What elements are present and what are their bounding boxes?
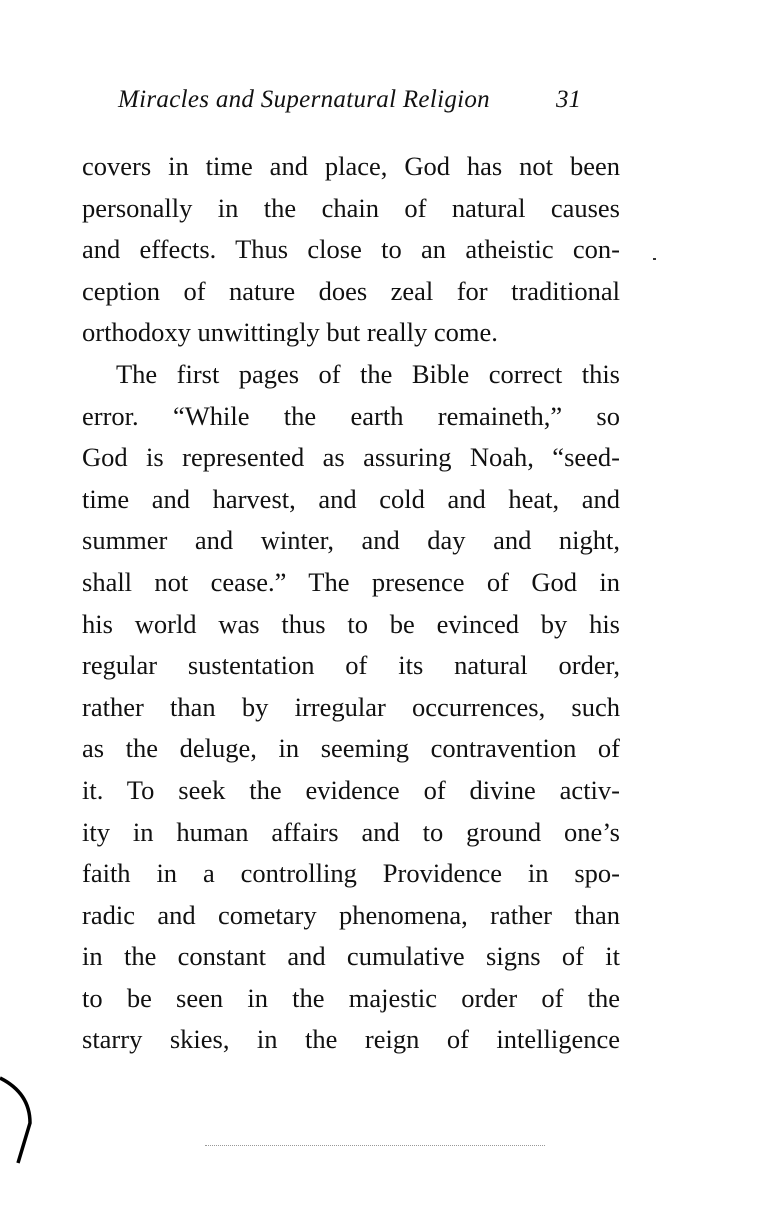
text-line: starry skies, in the reign of intelligence	[82, 1024, 620, 1055]
running-header: Miracles and Supernatural Religion	[118, 86, 490, 113]
scan-dots	[205, 1145, 545, 1146]
text-line: radic and cometary phenomena, rather than	[82, 899, 620, 930]
text-line: in the constant and cumulative signs of it	[82, 941, 620, 972]
page-body-text	[82, 146, 620, 1061]
text-line: covers in time and place, God has not been	[82, 151, 620, 181]
text-line: error. “While the earth remaineth,” so	[82, 400, 620, 431]
text-line: regular sustentation of its natural order,	[82, 650, 620, 681]
text-line: personally in the chain of natural causes	[82, 192, 620, 223]
text-line: it. To seek the evidence of divine activ-	[82, 774, 620, 805]
text-line: The first pages of the Bible correct this	[116, 358, 620, 389]
text-line: as the deluge, in seeming contravention of	[82, 733, 620, 764]
text-line: summer and winter, and day and night,	[82, 525, 620, 556]
text-line: orthodoxy unwittingly but really come.	[82, 317, 498, 348]
text-line: time and harvest, and cold and heat, and	[82, 483, 620, 514]
text-line: and effects. Thus close to an atheistic con-	[82, 234, 620, 265]
text-line: faith in a controlling Providence in spo-	[82, 858, 620, 889]
text-line: his world was thus to be evinced by his	[82, 608, 620, 639]
text-line: shall not cease.” The presence of God in	[82, 566, 620, 597]
text-line: ity in human affairs and to ground one’s	[82, 816, 620, 847]
scan-speck	[653, 258, 656, 260]
text-line: God is represented as assuring Noah, “seed-	[82, 442, 620, 473]
text-line: to be seen in the majestic order of the	[82, 982, 620, 1013]
text-line: rather than by irregular occurrences, such	[82, 691, 620, 722]
text-line: ception of nature does zeal for traditional	[82, 275, 620, 306]
page-number: 31	[556, 86, 581, 113]
scan-edge-mark	[0, 1068, 40, 1168]
